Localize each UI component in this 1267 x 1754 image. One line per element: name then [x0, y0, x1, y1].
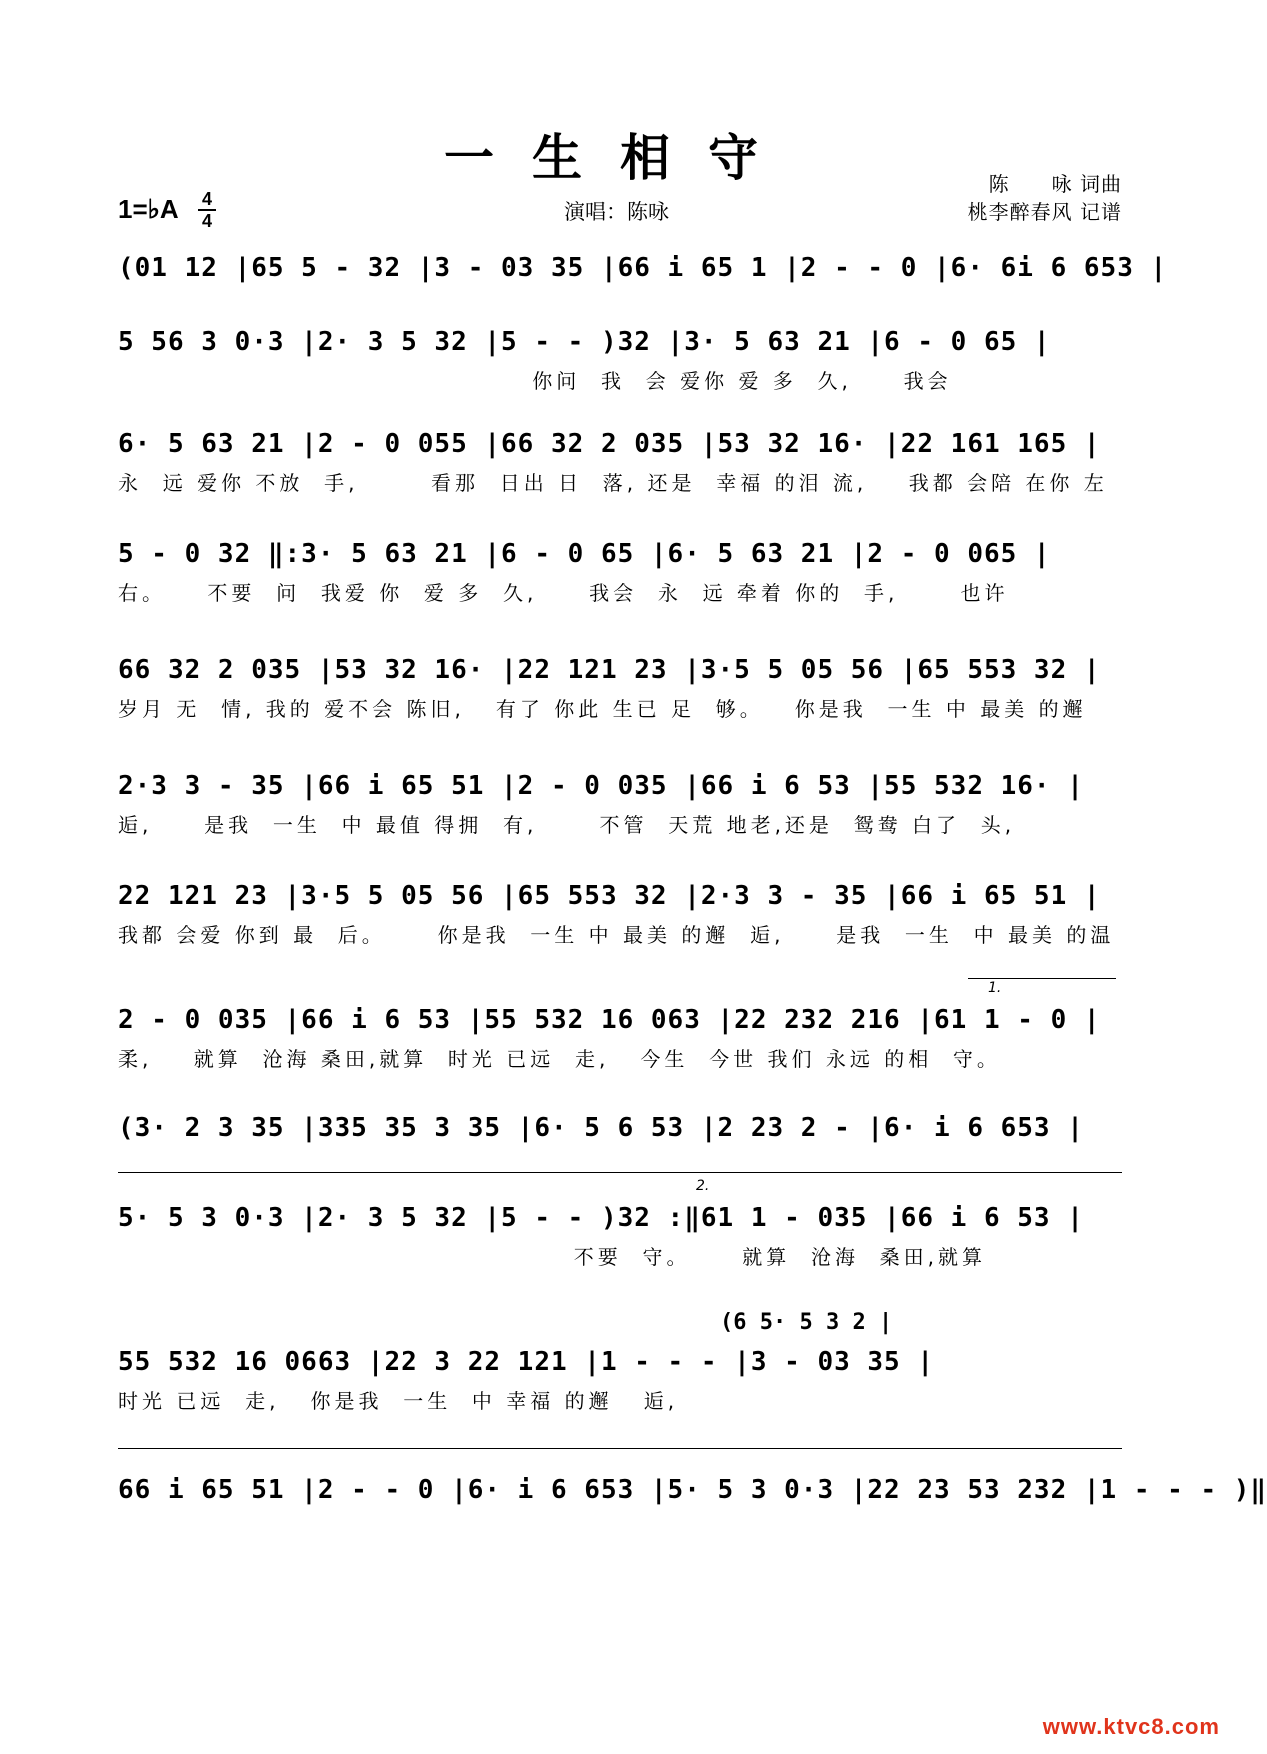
singer-credit: 演唱：陈咏 [564, 200, 669, 224]
volta-bracket-first [968, 978, 1116, 979]
notes-line: 2 - 0 035 |66 i 6 53 |55 532 16 063 |22 232 216 |61 1 - 0 | [118, 1005, 1101, 1035]
lyrics-line: 岁月 无 情, 我的 爱不会 陈旧, 有了 你此 生已 足 够。 你是我 一生 中 最美 的邂 [118, 697, 1087, 721]
transcriber-credit: 桃李醉春风 记谱 [967, 200, 1122, 224]
time-signature [198, 190, 216, 230]
page-title: 一生相守 [444, 128, 796, 187]
intro-reprise-notes: (6 5· 5 3 2 | [720, 1310, 893, 1335]
notes-line: 5 56 3 0·3 |2· 3 5 32 |5 - - )32 |3· 5 63 21 |6 - 0 65 | [118, 327, 1051, 357]
volta-first-label: 1. [988, 980, 1002, 996]
system-line [118, 1448, 1122, 1449]
lyrics-line [118, 1514, 1122, 1544]
lyrics-line: 我都 会爱 你到 最 后。 你是我 一生 中 最美 的邂 逅, 是我 一生 中 最美 的温 [118, 923, 1115, 947]
notes-line: 5 - 0 32 ‖:3· 5 63 21 |6 - 0 65 |6· 5 63 21 |2 - 0 065 | [118, 539, 1051, 569]
lyrics-line: 柔, 就算 沧海 桑田,就算 时光 已远 走, 今生 今世 我们 永远 的相 守。 [118, 1047, 1001, 1071]
volta-second-label: 2. [696, 1178, 710, 1194]
notes-line: 6· 5 63 21 |2 - 0 055 |66 32 2 035 |53 32 16· |22 161 165 | [118, 429, 1101, 459]
time-signature-bottom: 4 [201, 211, 212, 231]
lyrics-line [118, 292, 1122, 322]
lyrics-line: 右。 不要 问 我爱 你 爱 多 久, 我会 永 远 牵着 你的 手, 也许 [118, 581, 1009, 605]
lyricist-composer-credit: 陈 咏 词曲 [988, 172, 1122, 196]
lyrics-line: 逅, 是我 一生 中 最值 得拥 有, 不管 天荒 地老,还是 鸳鸯 白了 头, [118, 813, 1016, 837]
key-signature: 1=♭A [118, 194, 179, 224]
lyrics-line: 时光 已远 走, 你是我 一生 中 幸福 的邂 逅, [118, 1389, 679, 1413]
lyrics-line: 你问 我 会 爱你 爱 多 久, 我会 [118, 369, 952, 393]
site-watermark: www.ktvc8.com [1042, 1714, 1220, 1739]
notes-line: 55 532 16 0663 |22 3 22 121 |1 - - - |3 - 03 35 | [118, 1347, 935, 1377]
notes-line: (01 12 |65 5 - 32 |3 - 03 35 |66 i 65 1 |2 - - 0 |6· 6i 6 653 | [118, 253, 1168, 283]
notes-line: (3· 2 3 35 |335 35 3 35 |6· 5 6 53 |2 23 2 - |6· i 6 653 | [118, 1113, 1084, 1143]
notes-line: 66 32 2 035 |53 32 16· |22 121 23 |3·5 5 05 56 |65 553 32 | [118, 655, 1101, 685]
notes-line: 5· 5 3 0·3 |2· 3 5 32 |5 - - )32 :‖61 1 - 035 |66 i 6 53 | [118, 1203, 1084, 1233]
notes-line: 22 121 23 |3·5 5 05 56 |65 553 32 |2·3 3 - 35 |66 i 65 51 | [118, 881, 1101, 911]
time-signature-top: 4 [201, 189, 212, 209]
lyrics-line: 不要 守。 就算 沧海 桑田,就算 [118, 1245, 987, 1269]
notes-line: 2·3 3 - 35 |66 i 65 51 |2 - 0 035 |66 i 6 53 |55 532 16· | [118, 771, 1084, 801]
notes-line: 66 i 65 51 |2 - - 0 |6· i 6 653 |5· 5 3 0·3 |22 23 53 232 |1 - - - )‖ [118, 1475, 1267, 1505]
system-line [118, 1172, 1122, 1173]
lyrics-line: 永 远 爱你 不放 手, 看那 日出 日 落, 还是 幸福 的泪 流, 我都 会陪 在你 左 [118, 471, 1108, 495]
lyrics-line [118, 1152, 1122, 1182]
